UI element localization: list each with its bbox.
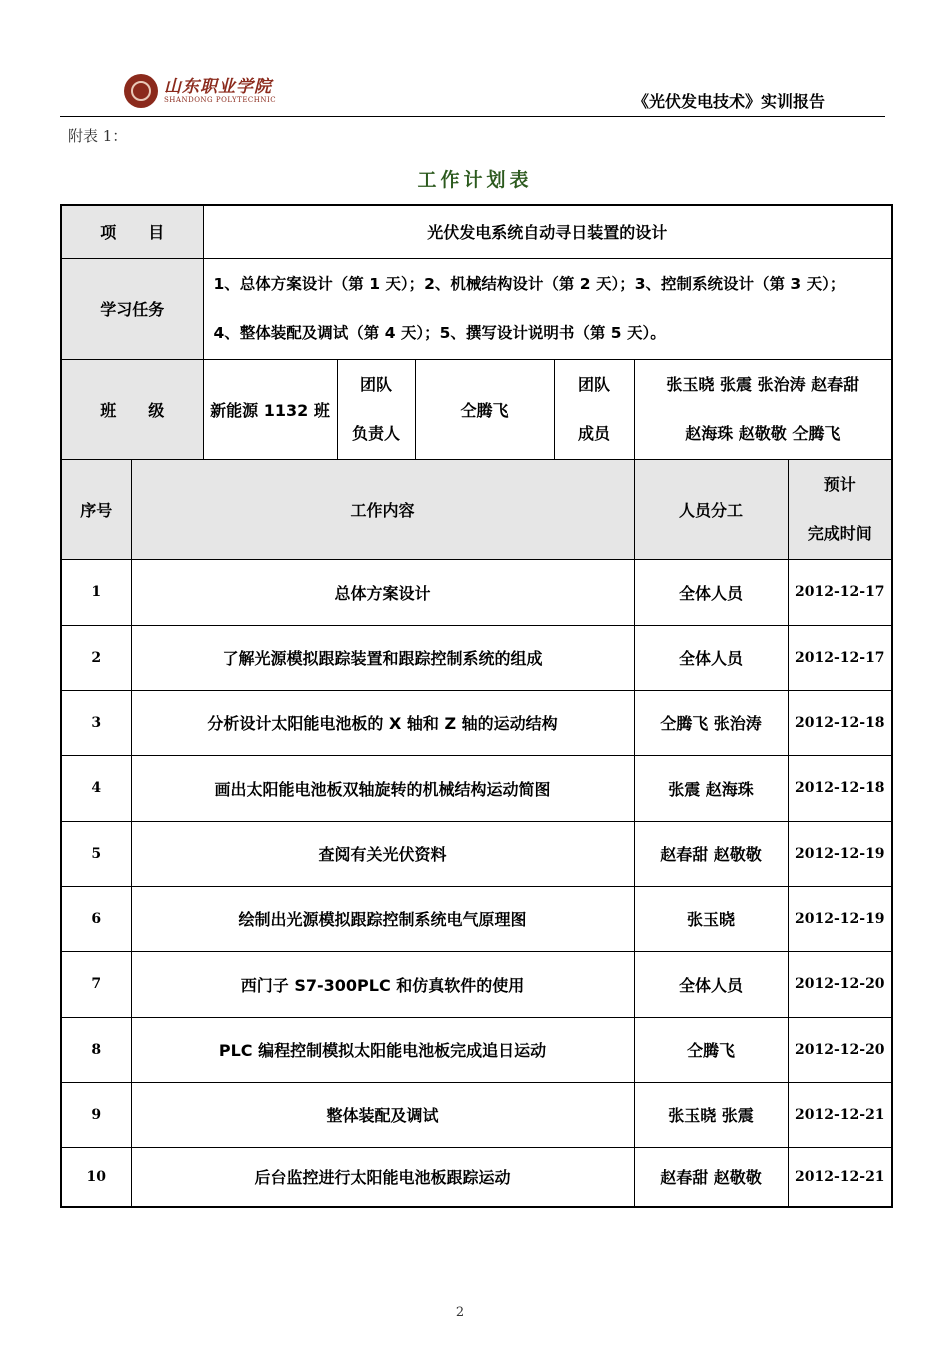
members-label-line-1: 团队 (578, 375, 611, 394)
row-date: 2012-12-21 (788, 1147, 892, 1207)
header-index: 序号 (61, 459, 131, 559)
logo-chinese-name: 山东职业学院 (164, 76, 272, 97)
class-value: 新能源 1132 班 (203, 359, 337, 459)
row-assignee: 张震 赵海珠 (634, 755, 788, 821)
page-number: 2 (455, 1305, 465, 1320)
learning-task-row (61, 258, 892, 359)
appendix-label: 附表 1： (68, 127, 128, 145)
members-label-line-2: 成员 (578, 424, 611, 443)
row-index: 1 (61, 559, 131, 625)
leader-value: 仝腾飞 (415, 359, 554, 459)
row-index: 3 (61, 690, 131, 755)
row-index: 9 (61, 1082, 131, 1147)
row-content: 整体装配及调试 (131, 1082, 634, 1147)
row-index: 4 (61, 755, 131, 821)
members-value (634, 359, 892, 459)
table-row (61, 559, 892, 625)
row-date: 2012-12-19 (788, 821, 892, 886)
table-row (61, 625, 892, 690)
row-assignee: 全体人员 (634, 559, 788, 625)
row-index: 7 (61, 951, 131, 1017)
row-assignee: 全体人员 (634, 951, 788, 1017)
learning-task-line-2: 4、整体装配及调试（第 4 天）；5、撰写设计说明书（第 5 天）。 (213, 323, 666, 342)
row-content: 画出太阳能电池板双轴旋转的机械结构运动简图 (131, 755, 634, 821)
row-date: 2012-12-17 (788, 559, 892, 625)
members-line-2: 赵海珠 赵敬敬 仝腾飞 (685, 424, 841, 443)
row-content: 西门子 S7-300PLC 和仿真软件的使用 (131, 951, 634, 1017)
learning-task-label: 学习任务 (61, 258, 203, 359)
row-date: 2012-12-19 (788, 886, 892, 951)
school-seal-icon (124, 74, 158, 108)
row-content: PLC 编程控制模拟太阳能电池板完成追日运动 (131, 1017, 634, 1082)
project-label: 项 目 (61, 205, 203, 258)
header-time-line-2: 完成时间 (807, 524, 872, 543)
document-title: 工作计划表 (417, 169, 533, 191)
row-content: 查阅有关光伏资料 (131, 821, 634, 886)
row-assignee: 赵春甜 赵敬敬 (634, 1147, 788, 1207)
row-date: 2012-12-18 (788, 755, 892, 821)
row-assignee: 张玉晓 (634, 886, 788, 951)
table-row (61, 1147, 892, 1207)
table-row (61, 951, 892, 1017)
row-assignee: 赵春甜 赵敬敬 (634, 821, 788, 886)
report-title: 《光伏发电技术》实训报告 (632, 92, 825, 111)
row-date: 2012-12-20 (788, 1017, 892, 1082)
leader-label-line-1: 团队 (360, 375, 393, 394)
table-row (61, 690, 892, 755)
school-logo (124, 74, 276, 108)
page-header (60, 70, 885, 117)
leader-label-line-2: 负责人 (352, 424, 401, 443)
header-assignee: 人员分工 (634, 459, 788, 559)
table-row (61, 755, 892, 821)
header-time (788, 459, 892, 559)
table-row (61, 1082, 892, 1147)
row-assignee: 仝腾飞 张治涛 (634, 690, 788, 755)
class-label: 班 级 (61, 359, 203, 459)
row-date: 2012-12-21 (788, 1082, 892, 1147)
project-row (61, 205, 892, 258)
logo-english-name: SHANDONG POLYTECHNIC (164, 95, 277, 104)
row-date: 2012-12-17 (788, 625, 892, 690)
learning-task-content (203, 258, 892, 359)
row-index: 10 (61, 1147, 131, 1207)
row-date: 2012-12-20 (788, 951, 892, 1017)
row-assignee: 仝腾飞 (634, 1017, 788, 1082)
leader-label (337, 359, 415, 459)
header-time-line-1: 预计 (823, 475, 856, 494)
row-content: 了解光源模拟跟踪装置和跟踪控制系统的组成 (131, 625, 634, 690)
row-index: 5 (61, 821, 131, 886)
header-content: 工作内容 (131, 459, 634, 559)
work-plan-table (60, 204, 893, 1208)
row-content: 总体方案设计 (131, 559, 634, 625)
row-assignee: 全体人员 (634, 625, 788, 690)
table-row (61, 886, 892, 951)
row-index: 2 (61, 625, 131, 690)
row-index: 8 (61, 1017, 131, 1082)
members-label (554, 359, 634, 459)
row-content: 分析设计太阳能电池板的 X 轴和 Z 轴的运动结构 (131, 690, 634, 755)
table-row (61, 821, 892, 886)
row-content: 绘制出光源模拟跟踪控制系统电气原理图 (131, 886, 634, 951)
table-row (61, 1017, 892, 1082)
class-info-row (61, 359, 892, 459)
members-line-1: 张玉晓 张震 张治涛 赵春甜 (666, 375, 860, 394)
column-header-row (61, 459, 892, 559)
row-date: 2012-12-18 (788, 690, 892, 755)
row-index: 6 (61, 886, 131, 951)
row-assignee: 张玉晓 张震 (634, 1082, 788, 1147)
project-title: 光伏发电系统自动寻日装置的设计 (203, 205, 892, 258)
learning-task-line-1: 1、总体方案设计（第 1 天）；2、机械结构设计（第 2 天）；3、控制系统设计（第 3 天）； (213, 274, 846, 293)
row-content: 后台监控进行太阳能电池板跟踪运动 (131, 1147, 634, 1207)
